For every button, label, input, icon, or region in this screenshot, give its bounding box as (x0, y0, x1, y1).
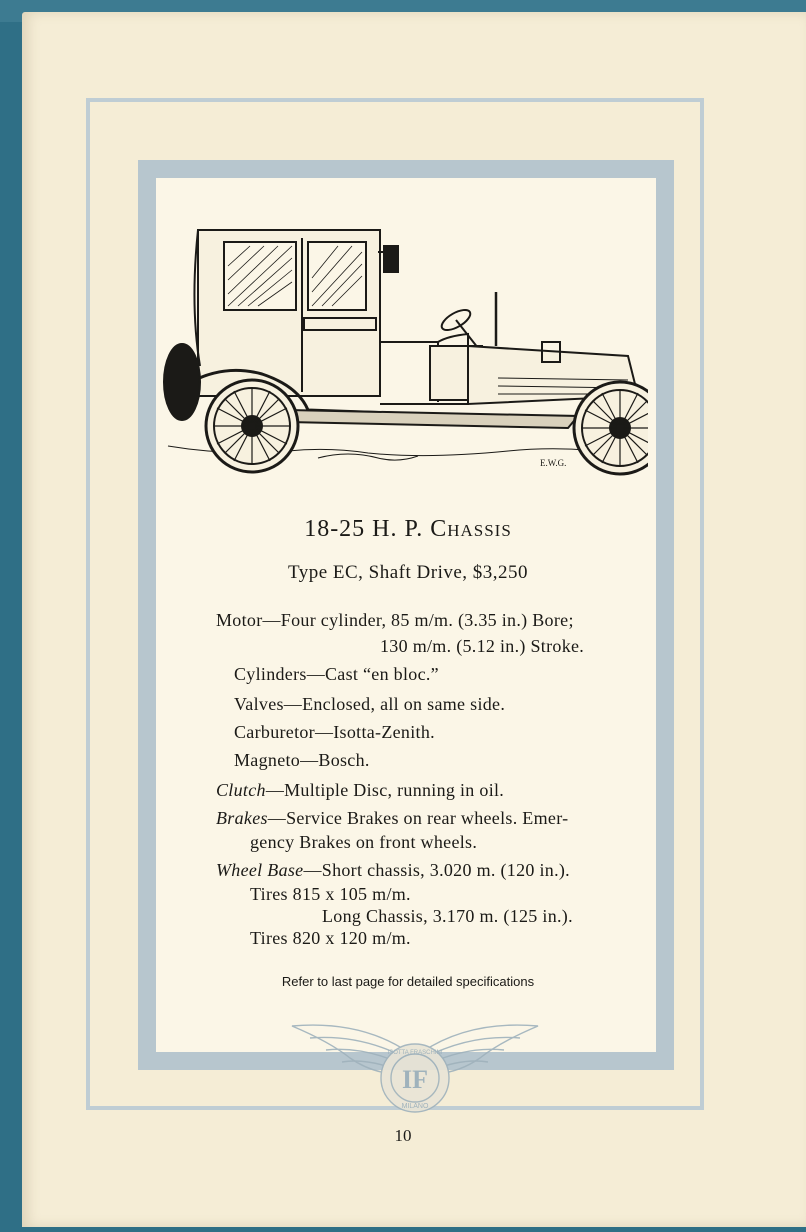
title-chassis: Chassis (430, 516, 512, 542)
title-prefix: 18-25 H. P. (304, 516, 424, 542)
type-and-price: Type EC, Shaft Drive, $3,250 (287, 562, 529, 583)
cylinders-spec: Cylinders—Cast “en bloc.” (234, 664, 439, 684)
wheelbase-spec-line3: Long Chassis, 3.170 m. (125 in.). (322, 906, 573, 926)
brakes-spec-line1 (216, 808, 568, 829)
clutch-spec (216, 780, 504, 801)
motor-label: Motor (216, 610, 263, 630)
brakes-spec-line2: gency Brakes on front wheels. (250, 832, 478, 852)
clutch-label: Clutch (216, 780, 266, 800)
brakes-label: Brakes (216, 808, 268, 828)
illustrator-mark: E.W.G. (540, 458, 567, 468)
motor-text-1: —Four cylinder, 85 m/m. (3.35 in.) Bore; (262, 610, 574, 630)
wheelbase-spec-line2: Tires 815 x 105 m/m. (250, 884, 411, 904)
emblem-ring-top: ISOTTA FRASCHINI (387, 1050, 443, 1056)
motor-spec-line2: 130 m/m. (5.12 in.) Stroke. (380, 636, 585, 656)
emblem-letters: IF (402, 1065, 428, 1094)
chassis-title (158, 516, 658, 543)
emblem-ring-bottom: MILANO (401, 1103, 429, 1110)
wheelbase-spec-line1 (216, 860, 570, 881)
wheelbase-text-1: —Short chassis, 3.020 m. (120 in.). (303, 860, 570, 880)
carburetor-spec: Carburetor—Isotta-Zenith. (234, 722, 435, 742)
wheelbase-label: Wheel Base (216, 860, 304, 880)
magneto-spec: Magneto—Bosch. (234, 750, 370, 770)
motor-spec-line1 (216, 610, 574, 631)
clutch-text: —Multiple Disc, running in oil. (265, 780, 505, 800)
page-number: 10 (394, 1126, 412, 1145)
car-illustration (138, 196, 648, 476)
valves-spec: Valves—Enclosed, all on same side. (234, 694, 506, 714)
wheelbase-spec-line4: Tires 820 x 120 m/m. (250, 928, 411, 948)
brakes-text-1: —Service Brakes on rear wheels. Emer- (267, 808, 569, 828)
isotta-fraschini-emblem (290, 1012, 540, 1116)
refer-note: Refer to last page for detailed specifications (281, 974, 535, 989)
